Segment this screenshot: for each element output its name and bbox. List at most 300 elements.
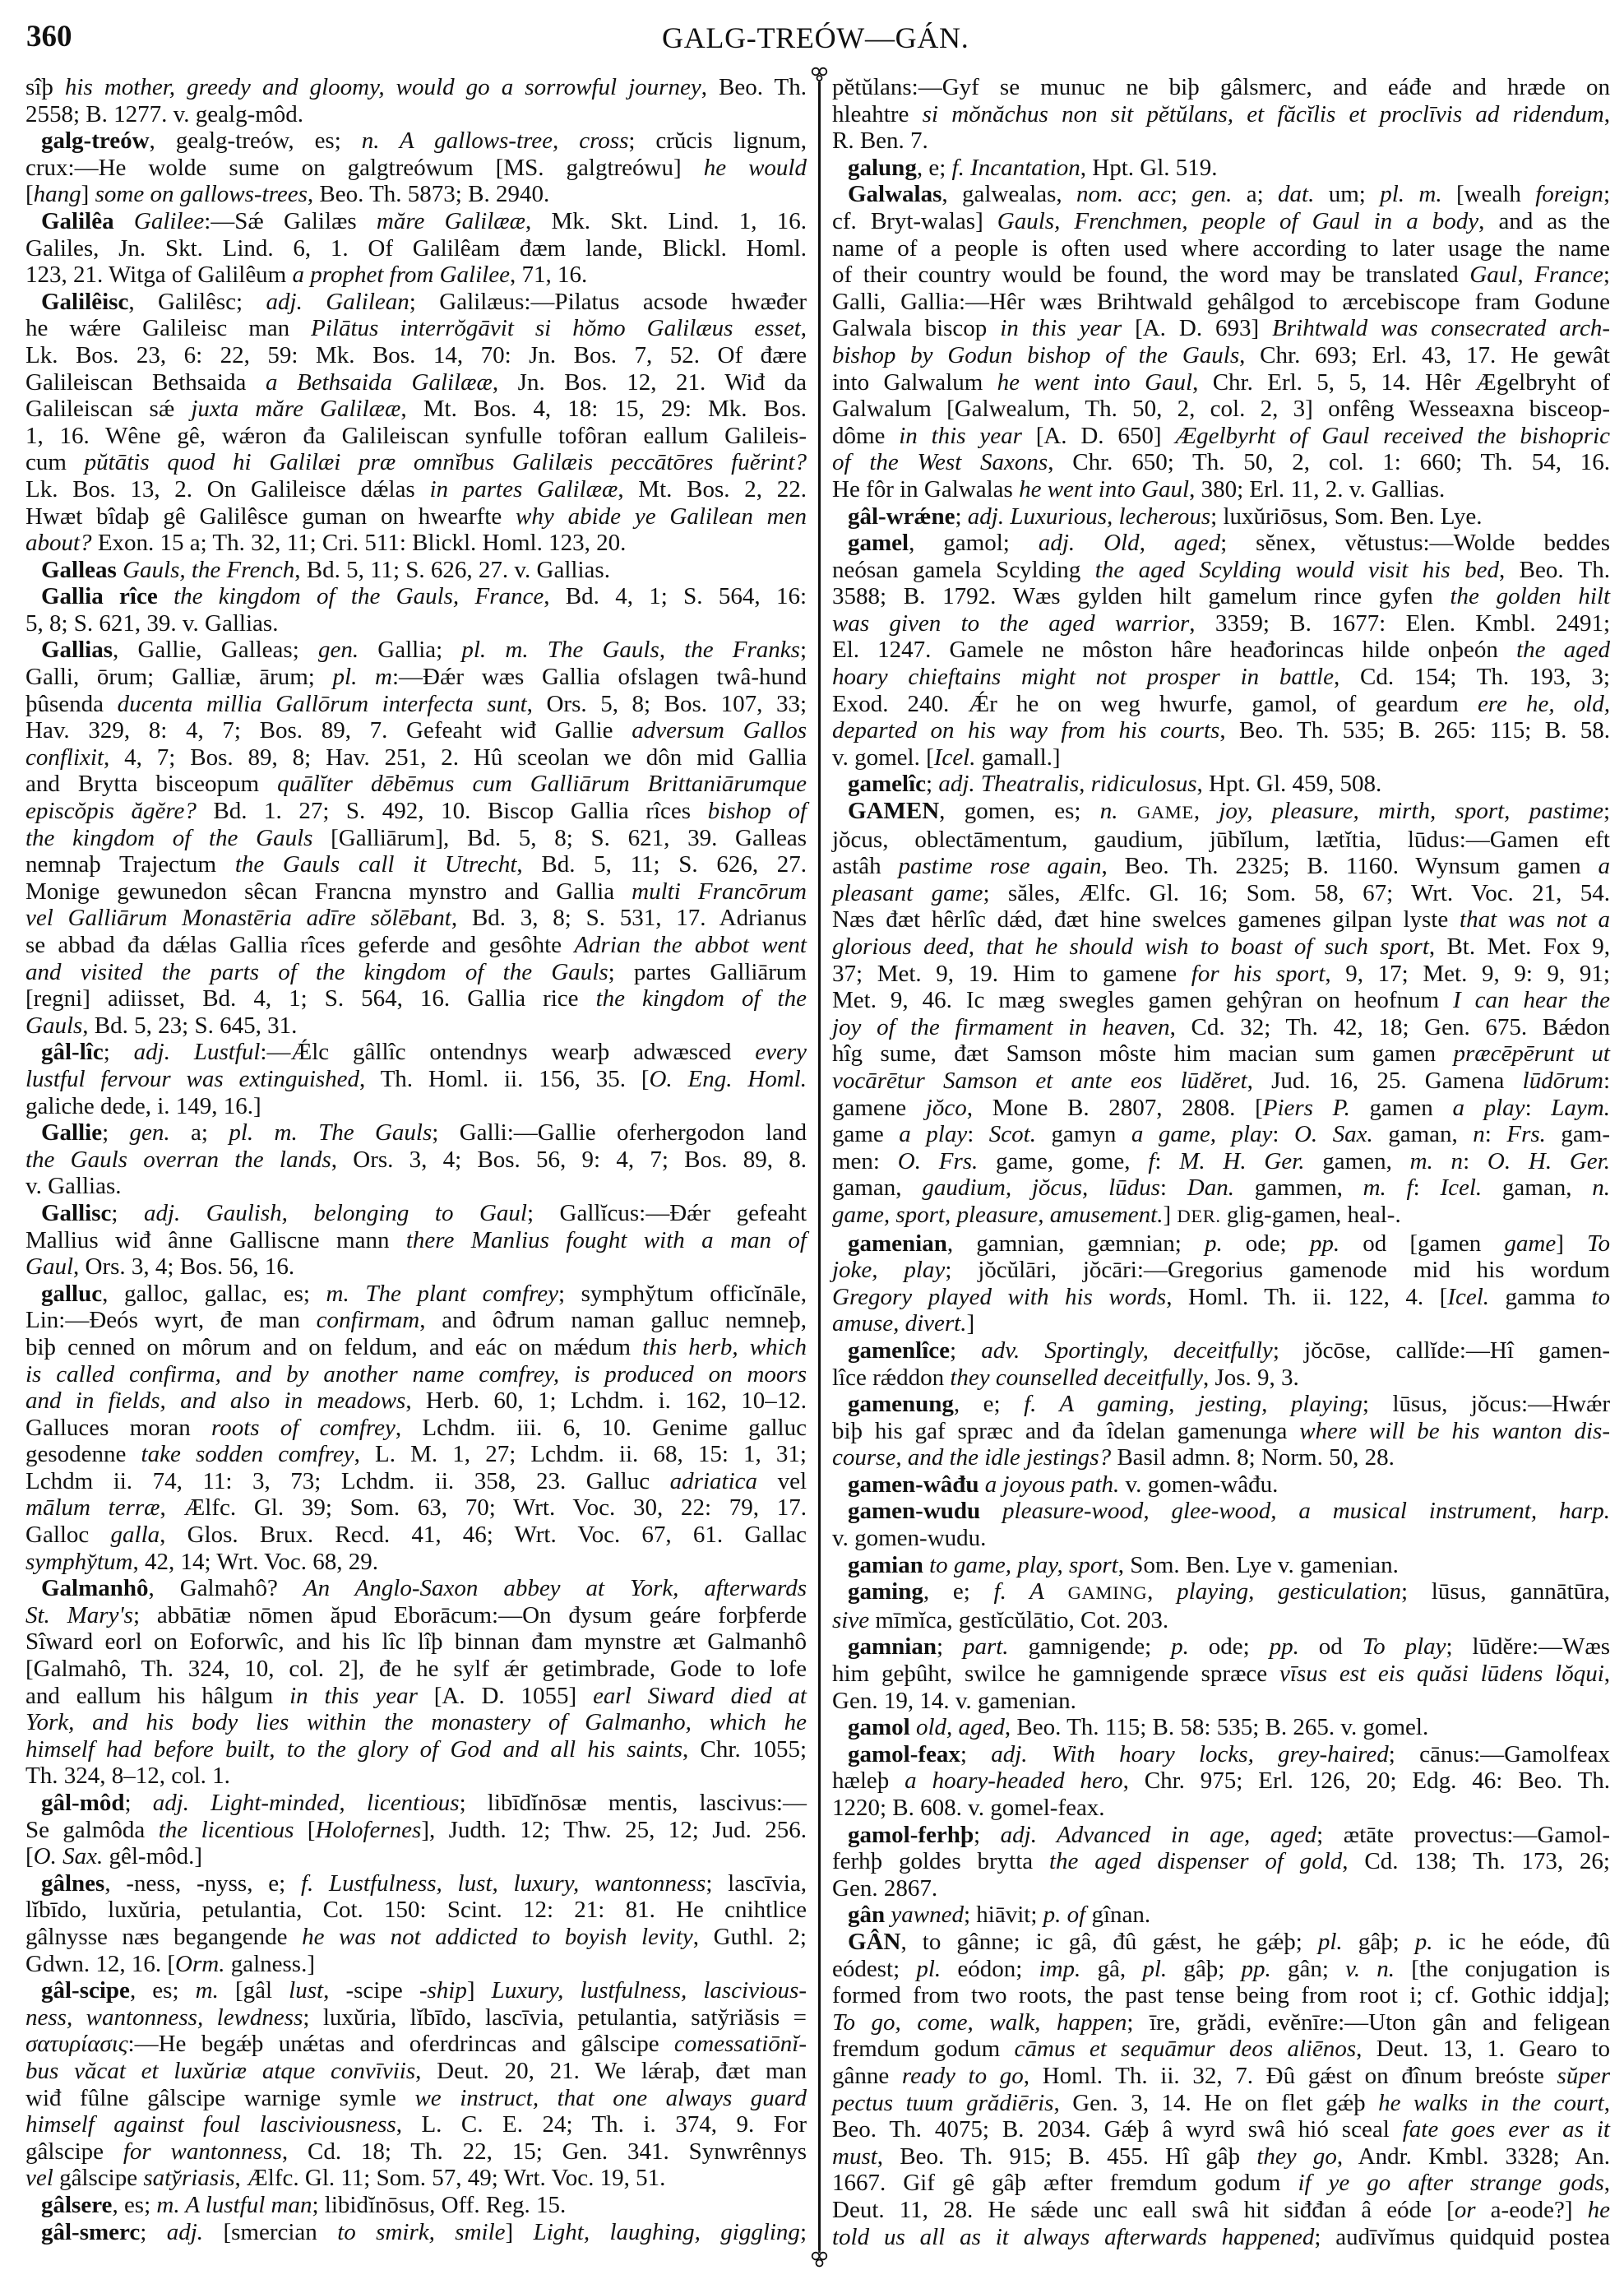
text-run: 1, 16. Wêne gê, wǽron đa Galileiscan synfulle tofôran eallum Galileis- bbox=[25, 422, 807, 449]
italic-text: p. of bbox=[1043, 1902, 1086, 1929]
entry-line bbox=[832, 2090, 1610, 2117]
italic-text: m. f bbox=[1363, 1174, 1413, 1202]
entry-line bbox=[832, 369, 1610, 396]
italic-text: episcŏpis ăgĕre? bbox=[25, 798, 197, 825]
entry-line bbox=[25, 878, 807, 906]
italic-text: of the West Saxons bbox=[832, 449, 1048, 476]
entry-line bbox=[25, 1307, 807, 1334]
text-run: , Herb. 60, 1; Lchdm. i. 162, 10–12. bbox=[405, 1387, 807, 1415]
text-run: he wǽre Galileisc man bbox=[25, 315, 312, 342]
entry-line bbox=[25, 2058, 807, 2085]
italic-text: York, and his body lies within the monastery of Galmanho, which he bbox=[25, 1709, 807, 1736]
entry-line bbox=[832, 691, 1610, 718]
entry-line bbox=[832, 476, 1610, 503]
text-run: pĕtŭlans:—Gyf se munuc ne biþ gâlsmerc, and eáđe and hræde on bbox=[832, 74, 1610, 100]
entry-line bbox=[25, 181, 807, 208]
italic-text: f. A gaming, jesting, playing bbox=[1024, 1391, 1363, 1418]
text-run: , Beo. Th. 115; B. 58: 535; B. 265. v. gomel. bbox=[1004, 1714, 1429, 1741]
text-run bbox=[910, 1714, 916, 1740]
italic-text: they go bbox=[1256, 2143, 1337, 2170]
entry-line bbox=[832, 2170, 1610, 2197]
italic-text: Icel. bbox=[1440, 1174, 1483, 1202]
text-run: : bbox=[1463, 1147, 1488, 1174]
text-run: v. gomel. [ bbox=[832, 744, 934, 771]
text-run: astâh bbox=[832, 853, 899, 880]
text-run: , gealg-treów, es; bbox=[149, 127, 362, 155]
text-run: ] bbox=[1163, 1201, 1178, 1228]
text-run: :—He begǽþ unǽtas and oferdrincas and gâlscipe bbox=[127, 2031, 674, 2058]
italic-text: playing, gesticulation bbox=[1177, 1578, 1401, 1605]
text-run bbox=[114, 208, 134, 234]
text-run: , and ôđrum naman galluc nemneþ, bbox=[419, 1307, 807, 1334]
text-run: hleahtre bbox=[832, 100, 923, 127]
text-run: ic he eóde, đû bbox=[1432, 1928, 1610, 1955]
text-run: a-eode?] bbox=[1475, 2196, 1588, 2223]
text-run: Bd. 1. 27; S. 492, 10. Biscop Gallia rîces bbox=[196, 798, 708, 825]
entry-line bbox=[25, 208, 807, 235]
entry-line bbox=[832, 2116, 1610, 2143]
italic-text: pleasant game bbox=[832, 879, 983, 906]
entry-line bbox=[25, 610, 807, 637]
headword: gâlnes bbox=[41, 1869, 105, 1897]
entry-line bbox=[832, 717, 1610, 744]
entry-line bbox=[832, 557, 1610, 584]
text-run: , Glos. Brux. Recd. 41, 46; Wrt. Voc. 67, 61. Gallac bbox=[160, 1522, 807, 1549]
italic-text: n. bbox=[1099, 798, 1118, 825]
italic-text: pp. bbox=[1269, 1633, 1299, 1661]
text-run: ] bbox=[1556, 1230, 1588, 1257]
text-run: , Jud. 16, 25. Gamena bbox=[1247, 1067, 1523, 1094]
entry-line bbox=[832, 2009, 1610, 2036]
entry-line bbox=[25, 583, 807, 610]
italic-text: we instruct, that one always guard bbox=[414, 2084, 807, 2111]
entry-line bbox=[25, 1736, 807, 1763]
text-run: ; bbox=[950, 1337, 982, 1364]
entry-line bbox=[832, 2143, 1610, 2170]
text-run: ; libīdĭnōsæ mentis, lascivus:— bbox=[459, 1790, 807, 1816]
entry-line bbox=[832, 1068, 1610, 1095]
italic-text: the kingdom of the Gauls bbox=[25, 824, 313, 851]
entry-line bbox=[832, 1230, 1610, 1258]
text-run: , to gânne; ic gâ, đû gǽst, he gǽþ; bbox=[900, 1928, 1318, 1955]
entry-line bbox=[832, 1661, 1610, 1688]
text-run: formed from two roots, the past tense being from root i; cf. Gothic iddja]; bbox=[832, 1982, 1610, 2009]
italic-text: to bbox=[1591, 1283, 1610, 1310]
text-run: [smercian bbox=[203, 2218, 338, 2245]
entry-line bbox=[25, 1977, 807, 2004]
italic-text: adriatica bbox=[669, 1467, 758, 1494]
text-run: nemnaþ Trajectum bbox=[25, 851, 235, 878]
text-run: ; lascīvia, bbox=[706, 1869, 807, 1897]
headword: gamol-ferhþ bbox=[848, 1821, 974, 1848]
entry-line bbox=[25, 1361, 807, 1388]
italic-text: gen. bbox=[1191, 181, 1233, 208]
text-run: ; bbox=[1603, 181, 1610, 208]
entry-line bbox=[832, 1284, 1610, 1311]
italic-text: this herb, which bbox=[642, 1333, 807, 1360]
text-run: , Beo. Th. 915; B. 455. Hî gâþ bbox=[877, 2143, 1257, 2170]
text-run: [gâl bbox=[218, 1977, 289, 2004]
text-run: eódest; bbox=[832, 1955, 917, 1982]
italic-text: a play bbox=[1452, 1094, 1525, 1121]
italic-text: An Anglo-Saxon abbey at York, afterwards bbox=[303, 1575, 807, 1602]
entry-line bbox=[25, 932, 807, 959]
text-run: gînan. bbox=[1085, 1902, 1151, 1929]
italic-text: pleasure-wood, glee-wood, a musical instrument, harp. bbox=[1002, 1498, 1611, 1525]
text-run: lĭbīdo, luxŭria, petulantia, Cot. 150: Scint. 12: 21: 81. He cnihtlice bbox=[25, 1897, 807, 1924]
entry-line bbox=[25, 1817, 807, 1844]
text-run: , Cd. 18; Th. 22, 15; Gen. 341. Synwrênnys bbox=[281, 2138, 807, 2165]
italic-text: Icel. bbox=[1447, 1283, 1490, 1310]
italic-text: f. Incantation bbox=[951, 154, 1080, 181]
italic-text: gen. bbox=[129, 1119, 170, 1147]
text-run: 2558; B. 1277. v. gealg-môd. bbox=[25, 100, 304, 127]
headword: gâl-wrǽne bbox=[848, 503, 955, 530]
entry-line bbox=[25, 691, 807, 718]
entry-line bbox=[25, 262, 807, 289]
text-run: , Ors. 3, 4; Bos. 56, 9: 4, 7; Bos. 89, 8. bbox=[331, 1146, 807, 1173]
text-run: , bbox=[1603, 1661, 1610, 1688]
text-run: ] bbox=[81, 181, 95, 208]
text-run: , -scipe bbox=[323, 1977, 419, 2004]
entry-line bbox=[25, 1253, 807, 1281]
small-caps-text: DER. bbox=[1177, 1205, 1221, 1226]
text-run: , bbox=[1603, 100, 1610, 127]
text-run: , Hpt. Gl. 519. bbox=[1080, 154, 1218, 181]
italic-text: for his sport bbox=[1191, 960, 1326, 987]
italic-text: some on gallows-trees bbox=[95, 181, 308, 208]
entry-line bbox=[832, 423, 1610, 450]
italic-text: amuse, divert. bbox=[832, 1310, 967, 1337]
italic-text: Light, laughing, giggling bbox=[533, 2218, 800, 2245]
text-run: , Cd. 32; Th. 42, 18; Gen. 675. Bǽdon bbox=[1169, 1013, 1610, 1040]
headword: Galilêisc bbox=[41, 288, 129, 315]
entry-line bbox=[25, 1494, 807, 1522]
entry-line bbox=[25, 74, 807, 101]
dictionary-entry bbox=[25, 1281, 807, 1576]
text-run: glig-gamen, heal-. bbox=[1220, 1201, 1401, 1228]
entry-line bbox=[832, 342, 1610, 369]
text-run: and Brytta bisceopum bbox=[25, 771, 278, 798]
text-run: Galli, Gallia:—Hêr wæs Brihtwald gehâlgod to ærcebiscope fram Godune bbox=[832, 288, 1610, 315]
text-run: ; bbox=[103, 1039, 134, 1066]
entry-line bbox=[832, 262, 1610, 289]
text-run: , 3359; B. 1677: Elen. Kmbl. 2491; bbox=[1189, 609, 1611, 637]
entry-line bbox=[832, 933, 1610, 961]
text-run: , Chr. 650; Th. 50, 2, col. 1: 660; Th. 54, 16. bbox=[1048, 449, 1610, 476]
entry-line bbox=[25, 825, 807, 852]
text-run: [wealh bbox=[1441, 181, 1536, 208]
headword: Galwalas bbox=[848, 181, 942, 208]
text-run: ; audīvĭmus quidquid postea bbox=[1314, 2223, 1611, 2250]
entry-line bbox=[25, 1200, 807, 1227]
text-run: , -ness, -nyss, e; bbox=[104, 1869, 301, 1897]
text-run: , Mone B. 2807, 2808. [ bbox=[966, 1094, 1263, 1121]
entry-line bbox=[25, 2004, 807, 2031]
text-run: : bbox=[1525, 1094, 1552, 1121]
italic-text: about? bbox=[25, 530, 92, 557]
italic-text: galla bbox=[110, 1522, 160, 1549]
text-run: game, gome, bbox=[978, 1147, 1149, 1174]
text-run: ; bbox=[974, 1821, 1001, 1848]
headword: Gallisc bbox=[41, 1199, 112, 1226]
italic-text: game bbox=[1504, 1230, 1557, 1257]
headword: gamen-wâđu bbox=[848, 1471, 979, 1498]
dictionary-entry bbox=[832, 1902, 1610, 1929]
entry-line bbox=[832, 1795, 1610, 1822]
headword: Gallia rîce bbox=[41, 583, 158, 610]
headword: galluc bbox=[41, 1280, 103, 1307]
dictionary-entry bbox=[832, 1714, 1610, 1741]
italic-text: m. A lustful man bbox=[156, 2191, 312, 2218]
entry-line bbox=[832, 1174, 1610, 1202]
italic-text: ere he, old, bbox=[1477, 690, 1610, 717]
italic-text: O. Frs. bbox=[897, 1147, 979, 1174]
italic-text: lūdōrum bbox=[1522, 1067, 1603, 1094]
text-run: : bbox=[967, 1121, 989, 1148]
entry-line bbox=[832, 1121, 1610, 1148]
entry-line bbox=[832, 1148, 1610, 1175]
text-run: gâlscipe bbox=[53, 2165, 144, 2192]
text-run: , Mt. Bos. 4, 18: 15, 29: Mk. Bos. bbox=[400, 396, 807, 423]
italic-text: To bbox=[1587, 1230, 1610, 1257]
italic-text: in this year bbox=[1000, 315, 1122, 342]
text-run: , Beo. Th. 2325; B. 1160. Wynsum gamen bbox=[1101, 853, 1599, 880]
italic-text: Holofernes bbox=[315, 1816, 422, 1843]
entry-line bbox=[25, 1843, 807, 1870]
text-run: , gamol; bbox=[909, 530, 1039, 557]
italic-text: O. Eng. Homl. bbox=[649, 1065, 807, 1092]
text-run: , e; bbox=[953, 1391, 1025, 1418]
text-run: gaman, bbox=[1372, 1121, 1474, 1148]
italic-text: adj. Theatralis, ridiculosus bbox=[938, 771, 1197, 798]
italic-text: and visited the parts of the kingdom of the Gauls bbox=[25, 958, 608, 985]
italic-text: adj. Old, aged bbox=[1038, 530, 1221, 557]
text-run: Basil admn. 8; Norm. 50, 28. bbox=[1111, 1444, 1395, 1471]
text-run: ] bbox=[966, 1310, 975, 1337]
text-run: , Deut. 20, 21. We lǽraþ, đæt man bbox=[415, 2057, 807, 2084]
dictionary-entry bbox=[832, 1498, 1610, 1551]
italic-text: pectus tuum grădiēris bbox=[832, 2089, 1054, 2116]
page-number: 360 bbox=[26, 20, 72, 53]
italic-text: the Gauls call it Utrecht bbox=[234, 851, 517, 878]
entry-line bbox=[832, 1364, 1610, 1392]
entry-line bbox=[832, 155, 1610, 182]
entry-line bbox=[832, 1337, 1610, 1364]
entry-line bbox=[25, 1119, 807, 1147]
italic-text: Gauls, the French bbox=[123, 556, 295, 583]
text-run: , es; bbox=[129, 1977, 196, 2004]
italic-text: m. The plant comfrey bbox=[326, 1280, 558, 1307]
text-run: : bbox=[1159, 1174, 1187, 1202]
entry-line bbox=[832, 1552, 1610, 1579]
italic-text: pastime rose again bbox=[898, 853, 1102, 880]
text-run: fremdum godum bbox=[832, 2036, 1015, 2063]
entry-line bbox=[25, 1897, 807, 1924]
text-run: 3588; B. 1792. Wæs gylden hilt gamelum rince gyfen bbox=[832, 583, 1450, 610]
italic-text: ducenta millia Gallōrum interfecta sunt bbox=[117, 690, 527, 717]
italic-text: M. H. Ger. bbox=[1179, 1147, 1305, 1174]
text-run: Næs đæt hêrlîc dǽd, đæt hine swelces gamenes gilpan lyste bbox=[832, 906, 1460, 933]
italic-text: he went into Gaul bbox=[1019, 475, 1190, 503]
text-run: , galwealas, bbox=[942, 181, 1076, 208]
text-run: biþ his gaf spræc and đa îdelan gamenunga bbox=[832, 1417, 1300, 1444]
italic-text: vel bbox=[25, 2165, 53, 2192]
text-run: ; bbox=[1170, 181, 1192, 208]
text-run: v. Gallias. bbox=[25, 1173, 122, 1200]
italic-text: a prophet from Galilee bbox=[292, 262, 510, 289]
text-run: Lk. Bos. 13, 2. On Galileisce dǽlas bbox=[25, 475, 430, 503]
text-run: ; libidĭnōsus, Off. Reg. 15. bbox=[312, 2191, 567, 2218]
entry-line bbox=[25, 2138, 807, 2166]
italic-text: -ship bbox=[419, 1977, 467, 2004]
italic-text: p. bbox=[1204, 1230, 1223, 1257]
text-run: , Ors. 3, 4; Bos. 56, 16. bbox=[73, 1253, 295, 1281]
italic-text: lust bbox=[289, 1977, 324, 2004]
entry-line bbox=[832, 1578, 1610, 1607]
entry-line bbox=[832, 610, 1610, 637]
italic-text: σατυρίασις bbox=[25, 2031, 128, 2058]
text-run: ; bbox=[124, 1790, 153, 1816]
text-run: v. gomen-wudu. bbox=[832, 1525, 987, 1552]
entry-line bbox=[832, 530, 1610, 557]
entry-line bbox=[832, 74, 1610, 101]
italic-text: pl. m. The Gauls bbox=[229, 1119, 433, 1147]
italic-text: he walks in the court bbox=[1378, 2089, 1604, 2116]
text-run: , Som. Ben. Lye v. gamenian. bbox=[1117, 1551, 1399, 1578]
text-run: ; bbox=[111, 1199, 144, 1226]
text-run: wiđ fûlne gâlscipe warnige symle bbox=[25, 2084, 415, 2111]
text-run: , Bt. Met. Fox 9, bbox=[1428, 933, 1610, 960]
right-column bbox=[832, 74, 1610, 2250]
entry-line bbox=[832, 961, 1610, 988]
italic-text: Gauls bbox=[25, 1012, 83, 1039]
text-run: , bbox=[1603, 2170, 1611, 2197]
italic-text: a joyous path. bbox=[984, 1471, 1120, 1498]
text-run: ; bbox=[1603, 798, 1610, 825]
text-run: gamall.] bbox=[975, 744, 1061, 771]
headword: galung bbox=[848, 154, 917, 181]
dictionary-entry bbox=[25, 583, 807, 637]
small-caps-text: GAMING bbox=[1067, 1582, 1148, 1604]
text-run: a; bbox=[169, 1119, 229, 1147]
entry-line bbox=[25, 1656, 807, 1683]
italic-text: n. bbox=[1592, 1174, 1610, 1202]
entry-line bbox=[25, 744, 807, 771]
entry-line bbox=[25, 905, 807, 932]
entry-line bbox=[25, 851, 807, 878]
text-run: [regni] adiisset, Bd. 4, 1; S. 564, 16. Gallia rice bbox=[25, 985, 596, 1012]
entry-line bbox=[832, 1014, 1610, 1041]
entry-line bbox=[25, 2219, 807, 2246]
italic-text: was given to the aged warrior bbox=[832, 609, 1190, 637]
dictionary-entry bbox=[832, 771, 1610, 798]
text-run: , Deut. 13, 1. Gearo to bbox=[1356, 2036, 1610, 2063]
dictionary-entry bbox=[832, 1929, 1610, 2250]
text-run: ode; bbox=[1188, 1633, 1270, 1661]
text-run: Galli, ōrum; Galliæ, ārum; bbox=[25, 664, 333, 691]
text-run: gâlnysse næs begangende bbox=[25, 1923, 303, 1950]
italic-text: Gregory played with his words bbox=[832, 1283, 1167, 1310]
entry-line bbox=[832, 637, 1610, 664]
text-run: ; cānus:—Gamolfeax bbox=[1388, 1740, 1610, 1767]
italic-text: si mŏnăchus non sit pĕtŭlans, et făcĭlis et proclīvis ad ridendum bbox=[922, 100, 1604, 127]
text-run: : bbox=[1154, 1147, 1180, 1174]
italic-text: I can hear the bbox=[1453, 987, 1610, 1014]
italic-text: O. Sax. bbox=[33, 1843, 104, 1870]
entry-line bbox=[25, 1575, 807, 1602]
text-run: vel bbox=[757, 1467, 807, 1494]
italic-text: adv. Sportingly, deceitfully bbox=[981, 1337, 1273, 1364]
text-run: lîce rǽddon bbox=[832, 1364, 951, 1391]
entry-line bbox=[832, 289, 1610, 316]
text-run: ; bbox=[960, 1740, 992, 1767]
entry-line bbox=[832, 1956, 1610, 1983]
italic-text: old, aged bbox=[915, 1714, 1005, 1741]
dictionary-entry bbox=[832, 1741, 1610, 1822]
entry-line bbox=[25, 1066, 807, 1093]
text-run: ; symphy̆tum officĭnāle, bbox=[558, 1280, 807, 1307]
text-run: ; bbox=[955, 503, 968, 530]
entry-line bbox=[832, 1982, 1610, 2009]
entry-line bbox=[832, 664, 1610, 691]
entry-line bbox=[25, 1387, 807, 1415]
italic-text: adversum Gallos bbox=[632, 717, 807, 744]
text-run: Hav. 329, 8: 4, 7; Bos. 89, 7. Gefeaht wiđ Gallie bbox=[25, 717, 632, 744]
italic-text: take sodden comfrey bbox=[141, 1441, 354, 1468]
text-run: 123, 21. Witga of Galilêum bbox=[25, 262, 293, 289]
dictionary-entry bbox=[832, 1552, 1610, 1579]
entry-line bbox=[832, 127, 1610, 155]
text-run: [ bbox=[25, 1843, 34, 1870]
entry-line bbox=[25, 771, 807, 798]
headword: GAMEN bbox=[848, 798, 940, 825]
entry-line bbox=[832, 1498, 1610, 1525]
italic-text: a Bethsaida Galilææ bbox=[265, 368, 493, 396]
entry-line bbox=[25, 1012, 807, 1040]
text-run: gân; bbox=[1270, 1955, 1346, 1982]
text-run: , Jos. 9, 3. bbox=[1202, 1364, 1299, 1391]
italic-text: præcēpērunt ut bbox=[1453, 1040, 1610, 1068]
text-run: galness.] bbox=[224, 1950, 315, 1977]
small-caps-text: GAME bbox=[1136, 802, 1194, 823]
italic-text: must bbox=[832, 2143, 877, 2170]
italic-text: pl. m bbox=[332, 664, 392, 691]
italic-text: Scot. bbox=[988, 1121, 1036, 1148]
entry-line bbox=[832, 449, 1610, 476]
italic-text: f. Lustfulness, lust, luxury, wantonness bbox=[300, 1869, 706, 1897]
text-run: Gdwn. 12, 16. [ bbox=[25, 1950, 176, 1977]
fleuron-ornament-icon bbox=[811, 2250, 828, 2268]
italic-text: in this year bbox=[899, 422, 1022, 449]
italic-text: departed on his way from his courts bbox=[832, 717, 1220, 744]
text-run: od bbox=[1298, 1633, 1363, 1661]
text-run: Exon. 15 a; Th. 32, 11; Cri. 511: Blickl. Homl. 123, 20. bbox=[91, 530, 627, 557]
italic-text: or bbox=[1454, 2196, 1476, 2223]
text-run: , Beo. Th. 5873; B. 2940. bbox=[307, 181, 550, 208]
entry-line bbox=[832, 181, 1610, 208]
text-run: , Jn. Bos. 12, 21. Wiđ da bbox=[492, 368, 807, 396]
italic-text: To go, come, walk, happen bbox=[832, 2008, 1127, 2036]
entry-line bbox=[25, 1522, 807, 1549]
text-run: , Gen. 3, 14. He on flet gǽþ bbox=[1053, 2089, 1379, 2116]
italic-text: Brihtwald was consecrated arch- bbox=[1272, 315, 1610, 342]
italic-text: Dan. bbox=[1187, 1174, 1234, 1202]
headword: gamen-wudu bbox=[848, 1498, 981, 1525]
text-run bbox=[117, 557, 123, 583]
text-run: gaman, bbox=[1482, 1174, 1593, 1202]
headword: galg-treów bbox=[41, 127, 150, 155]
